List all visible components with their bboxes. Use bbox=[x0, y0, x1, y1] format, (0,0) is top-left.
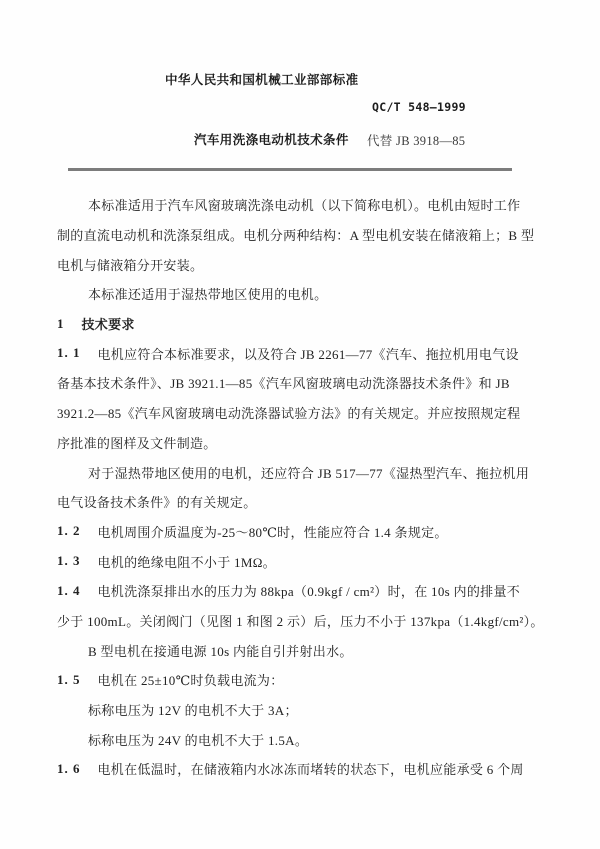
line-text: 少于 100mL。关闭阀门（见图 1 和图 2 示）后，压力不小于 137kpa（1.4kgf/cm²）。 bbox=[57, 613, 544, 629]
text-line bbox=[57, 724, 543, 754]
clause-line bbox=[57, 665, 543, 695]
clause-number: 1. 1 bbox=[57, 345, 81, 361]
clause-number: 1. 3 bbox=[57, 553, 81, 569]
clause-line bbox=[57, 576, 543, 606]
replaces-note: 代替 JB 3918—85 bbox=[367, 134, 466, 148]
line-text: 本标准适用于汽车风窗玻璃洗涤电动机（以下简称电机）。电机由短时工作 bbox=[88, 198, 521, 214]
line-text: 本标准还适用于湿热带地区使用的电机。 bbox=[88, 287, 328, 303]
line-text: 电机与储液箱分开安装。 bbox=[57, 257, 204, 273]
clause-number: 1. 2 bbox=[57, 523, 81, 539]
line-text: 对于湿热带地区使用的电机，还应符合 JB 517—77《湿热型汽车、拖拉机用 bbox=[88, 465, 530, 481]
text-line bbox=[57, 398, 543, 428]
line-text: 3921.2—85《汽车风窗玻璃电动洗涤器试验方法》的有关规定。并应按照规定程 bbox=[57, 406, 521, 422]
text-line bbox=[57, 487, 543, 517]
line-text: 制的直流电动机和洗涤泵组成。电机分两种结构：A 型电机安装在储液箱上；B 型 bbox=[57, 228, 535, 244]
text-line bbox=[57, 457, 543, 487]
clause-number: 1 bbox=[57, 315, 65, 331]
clause-line bbox=[57, 517, 543, 547]
line-text: 标称电压为 12V 的电机不大于 3A； bbox=[88, 703, 298, 719]
line-text: 技术要求 bbox=[81, 317, 135, 333]
line-text: 备基本技术条件》、JB 3921.1—85《汽车风窗玻璃电动洗涤器技术条件》和 JB bbox=[57, 376, 510, 392]
line-text: 电气设备技术条件》的有关规定。 bbox=[57, 495, 257, 511]
document-title: 汽车用洗涤电动机技术条件 bbox=[194, 133, 349, 147]
text-line bbox=[57, 606, 543, 636]
clause-number: 1. 6 bbox=[57, 760, 81, 776]
text-line bbox=[57, 368, 543, 398]
standard-authority: 中华人民共和国机械工业部部标准 bbox=[165, 73, 359, 87]
clause-line bbox=[57, 338, 543, 368]
line-text: 标称电压为 24V 的电机不大于 1.5A。 bbox=[88, 732, 309, 748]
line-text: 电机周围介质温度为-25～80℃时，性能应符合 1.4 条规定。 bbox=[97, 524, 448, 540]
line-text: 电机的绝缘电阻不小于 1MΩ。 bbox=[97, 554, 276, 570]
header-divider bbox=[68, 168, 512, 171]
text-line bbox=[57, 635, 543, 665]
text-line bbox=[57, 249, 543, 279]
line-text: 电机应符合本标准要求，以及符合 JB 2261—77《汽车、拖拉机用电气设 bbox=[97, 346, 519, 362]
line-text: 序批准的图样及文件制造。 bbox=[57, 435, 217, 451]
standard-number: QC/T 548—1999 bbox=[372, 100, 466, 114]
text-line bbox=[57, 695, 543, 725]
line-text: 电机在 25±10℃时负载电流为： bbox=[97, 673, 284, 689]
line-text: 电机在低温时，在储液箱内水冰冻而堵转的状态下，电机应能承受 6 个周 bbox=[97, 762, 524, 778]
document-body bbox=[57, 190, 543, 784]
line-text: 电机洗涤泵排出水的压力为 88kpa（0.9kgf / cm²）时，在 10s 内的排量不 bbox=[97, 584, 521, 600]
text-line bbox=[57, 279, 543, 309]
text-line bbox=[57, 428, 543, 458]
clause-line bbox=[57, 546, 543, 576]
clause-number: 1. 5 bbox=[57, 671, 81, 687]
clause-line bbox=[57, 309, 543, 339]
line-text: B 型电机在接通电源 10s 内能自引并射出水。 bbox=[88, 643, 353, 659]
text-line bbox=[57, 220, 543, 250]
clause-line bbox=[57, 754, 543, 784]
text-line bbox=[57, 190, 543, 220]
clause-number: 1. 4 bbox=[57, 582, 81, 598]
